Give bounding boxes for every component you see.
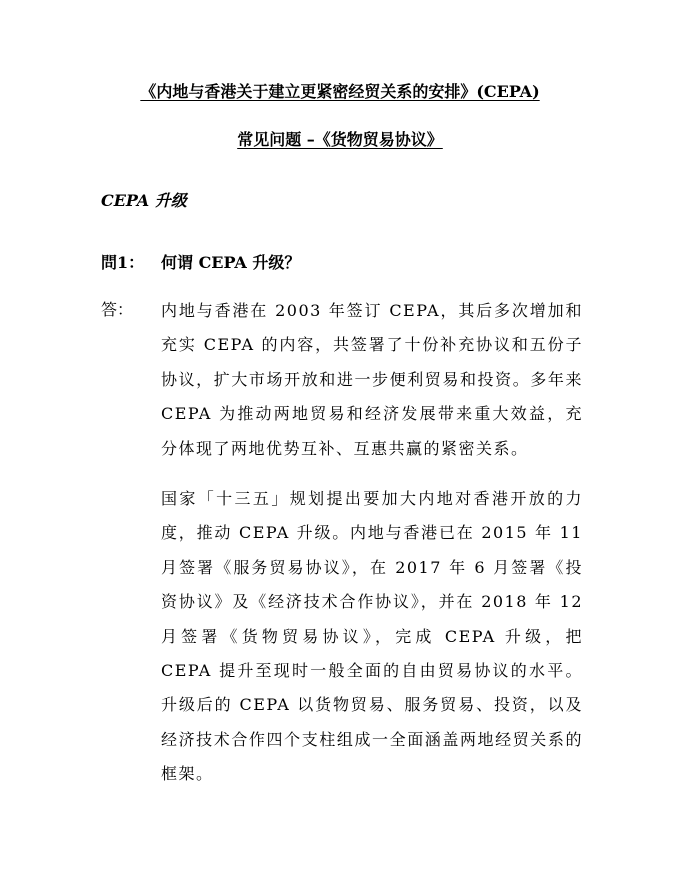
document-title-line-2 xyxy=(0,130,680,150)
answer-paragraph-1: 内地与香港在 2003 年签订 CEPA，其后多次增加和充实 CEPA 的内容，共签署了十份补充协议和五份子协议，扩大市场开放和进一步便利贸易和投资。多年来 CEPA 为推动两地贸易和经济发展带来重大效益，充分体现了两地优势互补、互惠共赢的紧密关系。 xyxy=(161,301,583,458)
answer-paragraph-2: 国家「十三五」规划提出要加大内地对香港开放的力度，推动 CEPA 升级。内地与香港已在 2015 年 11 月签署《服务贸易协议》，在 2017 年 6 月签署《投资协议》及《经济技术合作协议》，并在 2018 年 12 月签署《货物贸易协议》，完成 CEPA 升级，把 CEPA 提升至现时一般全面的自由贸易协议的水平。升级后的 CEPA 以货物贸易、服务贸易、投资，以及经济技术合作四个支柱组成一全面涵盖两地经贸关系的框架。 xyxy=(161,489,583,784)
document-title-text-1: 《内地与香港关于建立更紧密经贸关系的安排》(CEPA) xyxy=(140,82,540,101)
section-heading: CEPA 升级 xyxy=(101,191,187,210)
answer-label: 答： xyxy=(101,300,134,319)
question-label: 問1： xyxy=(101,253,145,272)
document-title-line-1 xyxy=(0,82,680,102)
question-text: 何谓 CEPA 升级？ xyxy=(161,253,301,272)
document-title-text-2: 常见问题 –《货物贸易协议》 xyxy=(237,130,443,149)
